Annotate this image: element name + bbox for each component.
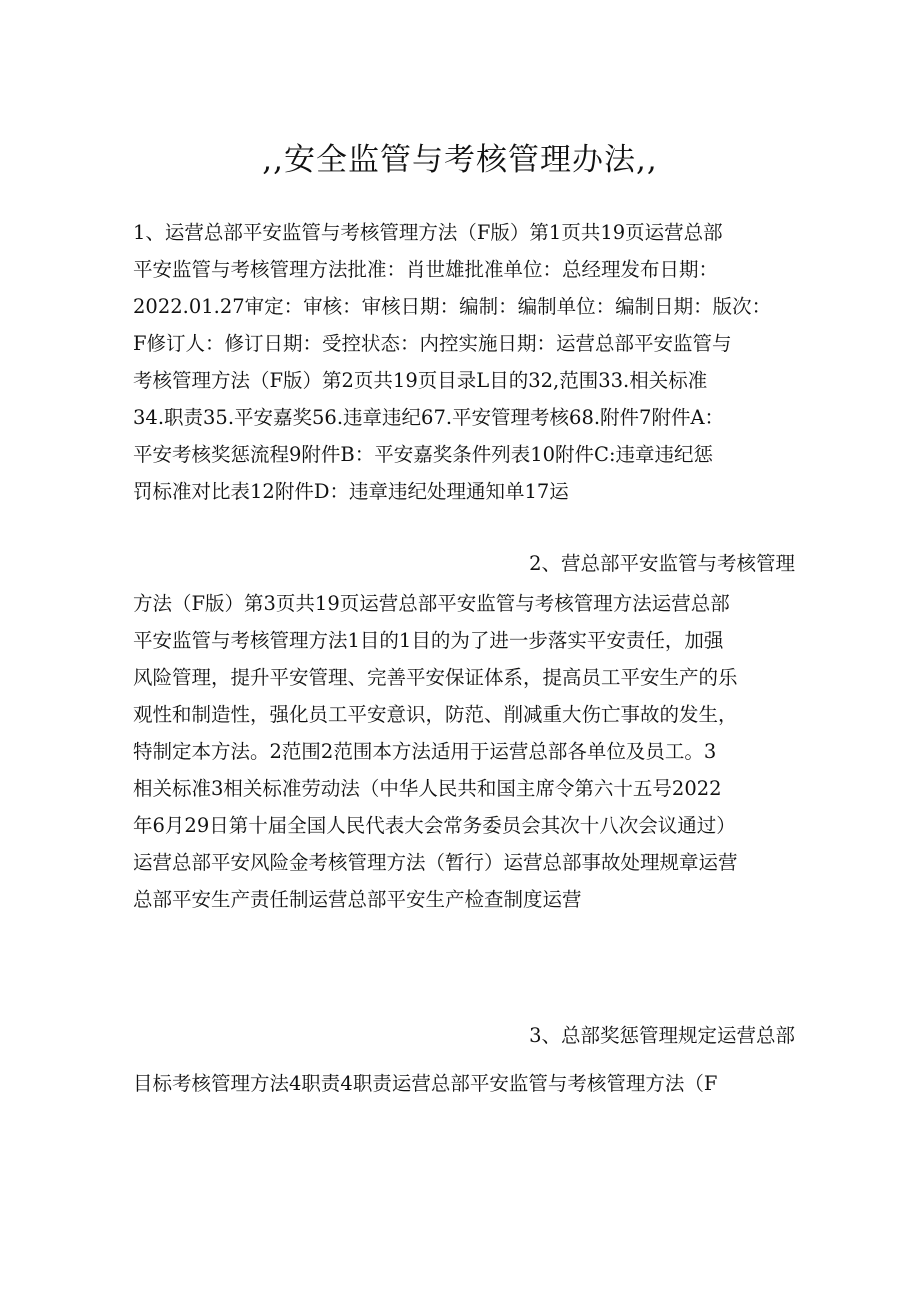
paragraph-line: 运营总部平安风险金考核管理方法（暂行）运营总部事故处理规章运营 — [133, 851, 738, 874]
paragraph-line: 考核管理方法（F版）第2页共19页目录L目的32,范围33.相关标准 — [133, 369, 708, 392]
paragraph-line: 观性和制造性，强化员工平安意识，防范、削减重大伤亡事故的发生， — [133, 703, 738, 726]
paragraph-line: 相关标准3相关标准劳动法（中华人民共和国主席令第六十五号2022 — [133, 777, 722, 800]
paragraph-line: 总部平安生产责任制运营总部平安生产检查制度运营 — [133, 888, 582, 911]
paragraph-line: 目标考核管理方法4职责4职责运营总部平安监管与考核管理方法（F — [133, 1072, 718, 1095]
paragraph-line: 2022.01.27审定：审核：审核日期：编制：编制单位：编制日期：版次： — [133, 295, 772, 318]
paragraph-line: 风险管理，提升平安管理、完善平安保证体系，提高员工平安生产的乐 — [133, 666, 738, 689]
paragraph-line: 2、营总部平安监管与考核管理 — [529, 552, 795, 575]
paragraph-line: 3、总部奖惩管理规定运营总部 — [529, 1024, 795, 1047]
paragraph-line: 平安考核奖惩流程9附件B：平安嘉奖条件列表10附件C:违章违纪惩 — [133, 443, 714, 466]
paragraph-line: 1、运营总部平安监管与考核管理方法（F版）第1页共19页运营总部 — [133, 221, 723, 244]
paragraph-line: 年6月29日第十届全国人民代表大会常务委员会其次十八次会议通过） — [133, 814, 736, 837]
paragraph-line: 34.职责35.平安嘉奖56.违章违纪67.平安管理考核68.附件7附件A： — [133, 406, 725, 429]
paragraph-line: 方法（F版）第3页共19页运营总部平安监管与考核管理方法运营总部 — [133, 592, 730, 615]
paragraph-line: 特制定本方法。2范围2范围本方法适用于运营总部各单位及员工。3 — [133, 740, 717, 763]
paragraph-line: 罚标准对比表12附件D：违章违纪处理通知单17运 — [133, 480, 569, 503]
section-heading-2: 平安监管与考核管理方法1目的1目的为了进一步落实平安责任，加强 — [133, 629, 724, 652]
paragraph-line: 平安监管与考核管理方法批准：肖世雄批准单位：总经理发布日期： — [133, 258, 719, 281]
paragraph-line: F修订人：修订日期：受控状态：内控实施日期：运营总部平安监管与 — [133, 332, 732, 355]
document-title: ,,安全监管与考核管理办法,, — [262, 142, 658, 178]
